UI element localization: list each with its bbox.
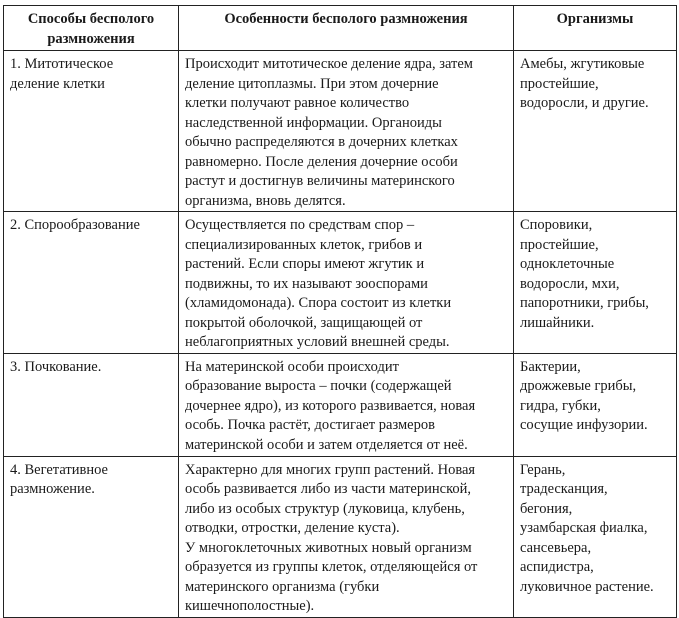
cell-line: узамбарская фиалка, (520, 520, 648, 536)
table-row (4, 456, 677, 617)
header-text: Способы бесполого (27, 11, 155, 27)
cell-line: наследственной информации. Органоиды (185, 114, 442, 131)
header-methods (4, 6, 179, 51)
cell-line: Характерно для многих групп растений. Новая (185, 461, 476, 478)
organisms-cell (514, 212, 677, 354)
features-cell (179, 51, 514, 212)
header-text: Особенности бесполого размножения (224, 11, 468, 27)
organisms-cell (514, 51, 677, 212)
features-cell (179, 212, 514, 354)
cell-line: Осуществляется по средствам спор – (185, 217, 415, 233)
cell-line: клетки получают равное количество (185, 95, 410, 111)
cell-line: отводки, отростки, деление куста). (185, 520, 400, 536)
method-cell (4, 51, 179, 212)
cell-line: 3. Почкование. (10, 358, 102, 375)
cell-line: У многоклеточных животных новый организм (185, 539, 472, 556)
header-row (4, 6, 677, 51)
organisms-cell (514, 353, 677, 456)
cell-line: дрожжевые грибы, (520, 378, 637, 394)
header-organisms (514, 6, 677, 51)
cell-line: лишайники. (520, 314, 595, 331)
cell-line: 1. Митотическое (10, 56, 114, 72)
cell-line: простейшие, (520, 75, 599, 92)
cell-line: аспидистра, (520, 559, 594, 575)
cell-line: деление клетки (10, 75, 105, 92)
header-text: Организмы (556, 11, 634, 27)
cell-line: дочернее ядро), из которого развивается, новая (185, 397, 476, 414)
cell-line: растут и достигнув величины материнского (185, 173, 455, 189)
method-cell (4, 456, 179, 617)
cell-line: организма, вновь делятся. (185, 192, 346, 209)
cell-line: размножение. (10, 481, 95, 497)
cell-line: образуется из группы клеток, отделяющейся от (185, 559, 478, 575)
cell-line: неблагоприятных условий внешней среды. (185, 334, 450, 350)
cell-line: особь. Почка растёт, достигает размеров (185, 417, 435, 433)
cell-line: На материнской особи происходит (185, 358, 399, 375)
table-row (4, 353, 677, 456)
cell-line: покрытой оболочкой, защищающей от (185, 314, 423, 331)
cell-line: водоросли, и другие. (520, 95, 649, 111)
cell-line: 4. Вегетативное (10, 461, 108, 478)
cell-line: бегония, (520, 500, 573, 517)
cell-line: 2. Спорообразование (10, 217, 140, 233)
cell-line: Амебы, жгутиковые (520, 56, 645, 72)
cell-line: Происходит митотическое деление ядра, затем (185, 56, 473, 72)
cell-line: простейшие, (520, 236, 599, 253)
header-text: размножения (47, 30, 135, 47)
cell-line: образование выроста – почки (содержащей (185, 378, 452, 394)
cell-line: традесканция, (520, 481, 608, 497)
cell-line: обычно распределяются в дочерних клетках (185, 134, 458, 150)
cell-line: Бактерии, (520, 358, 581, 375)
table-row (4, 51, 677, 212)
cell-line: материнской особи и затем отделяется от неё. (185, 436, 468, 453)
cell-line: подвижны, то их называют зооспорами (185, 275, 428, 292)
organisms-cell (514, 456, 677, 617)
cell-line: водоросли, мхи, (520, 275, 620, 292)
cell-line: особь развивается либо из части материнской, (185, 481, 472, 497)
cell-line: деление цитоплазмы. При этом дочерние (185, 75, 439, 92)
cell-line: гидра, губки, (520, 397, 601, 414)
cell-line: одноклеточные (520, 256, 615, 272)
cell-line: сосущие инфузории. (520, 417, 648, 433)
cell-line: Споровики, (520, 217, 593, 233)
header-features (179, 6, 514, 51)
features-cell (179, 456, 514, 617)
features-cell (179, 353, 514, 456)
cell-line: луковичное растение. (520, 578, 654, 595)
asexual-reproduction-table (3, 5, 677, 618)
cell-line: либо из особых структур (луковица, клубень, (185, 500, 465, 517)
method-cell (4, 353, 179, 456)
cell-line: материнского организма (губки (185, 578, 380, 595)
cell-line: Герань, (520, 461, 566, 478)
cell-line: специализированных клеток, грибов и (185, 236, 423, 253)
cell-line: (хламидомонада). Спора состоит из клетки (185, 295, 452, 311)
cell-line: равномерно. После деления дочерние особи (185, 153, 458, 170)
method-cell (4, 212, 179, 354)
cell-line: сансевьера, (520, 539, 592, 556)
cell-line: кишечнополостные). (185, 598, 315, 614)
cell-line: папоротники, грибы, (520, 295, 649, 311)
cell-line: растений. Если споры имеют жгутик и (185, 256, 425, 272)
table-row (4, 212, 677, 354)
